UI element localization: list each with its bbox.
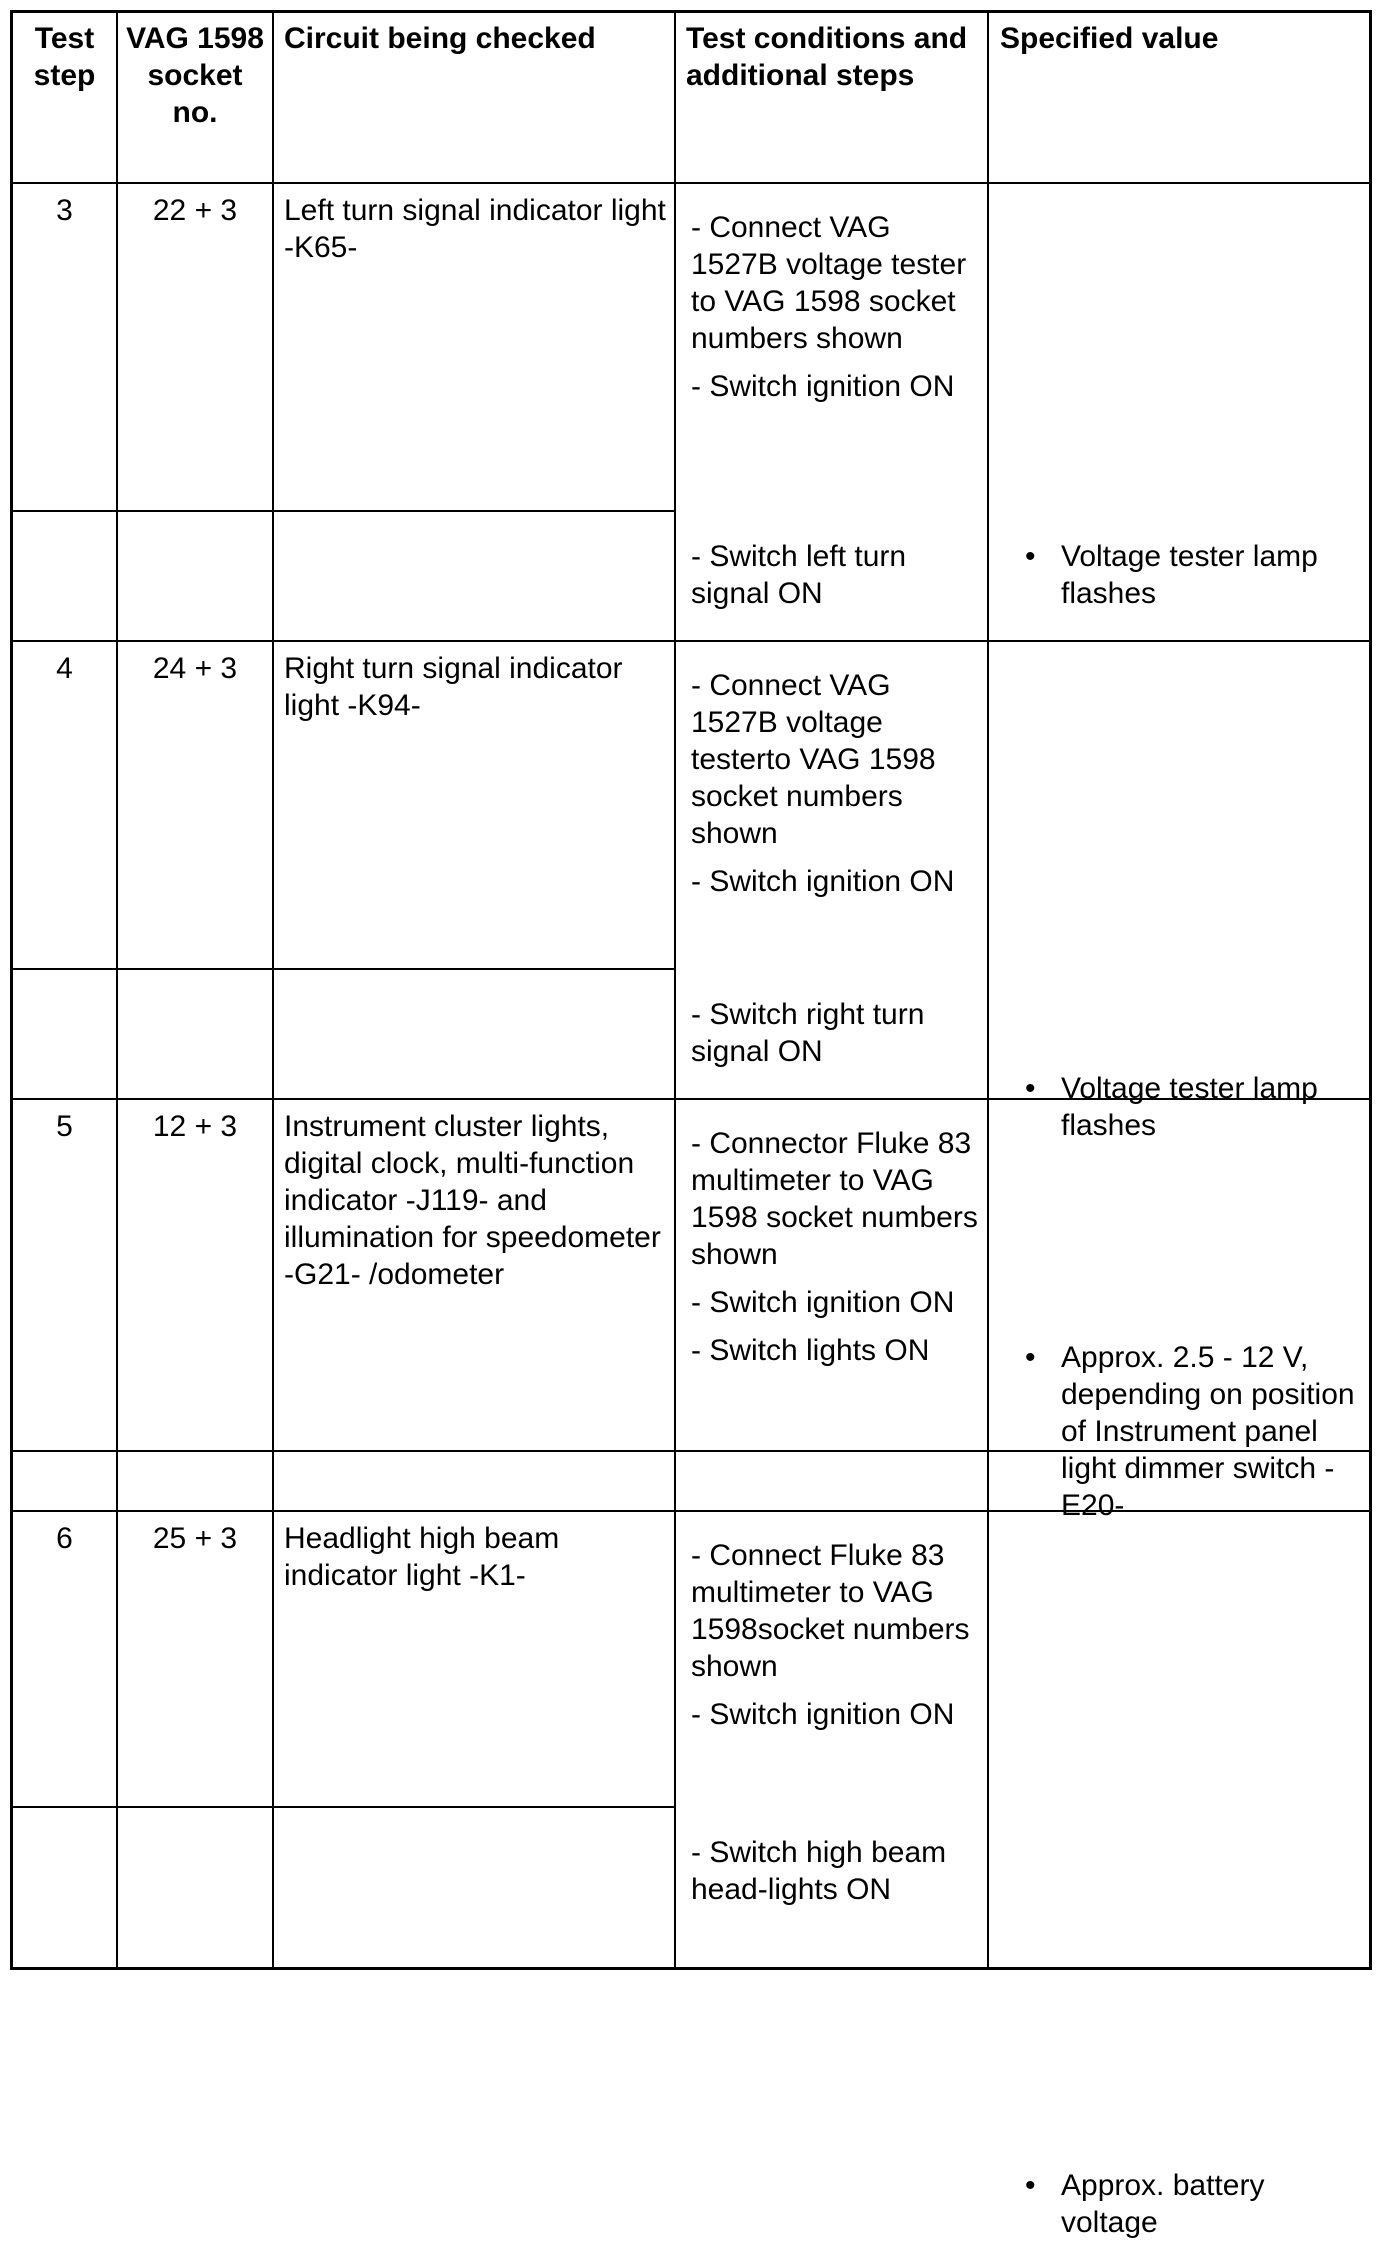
col-divider [116,10,118,1970]
condition-line: - Connect Fluke 83 multimeter to VAG 1598socket numbers shown [691,1539,970,1683]
row-condition-sub: - Switch left turn signal ON [691,540,907,610]
row-specified: • Approx. battery voltage [1021,2167,1366,2241]
row-step: 4 [56,652,73,685]
row-step: 6 [56,1522,73,1555]
row-specified: • Voltage tester lamp flashes [1021,538,1366,612]
header-conditions: Test conditions and additional steps [686,22,968,92]
border-left [10,10,13,1970]
col-divider [674,10,676,1970]
row-circuit: Right turn signal indicator light -K94- [284,652,623,722]
border-right [1369,10,1372,1970]
header-vag-socket: VAG 1598 socket no. [126,22,264,129]
condition-line: - Connector Fluke 83 multimeter to VAG 1598 socket numbers shown [691,1127,978,1271]
row-step: 3 [56,194,73,227]
border-bottom [10,1967,1372,1970]
condition-line: - Switch ignition ON [691,1286,955,1319]
test-table [10,10,1372,2239]
condition-line: - Connect VAG 1527B voltage tester to VAG 1598 socket numbers shown [691,211,967,355]
row-socket: 12 + 3 [152,1110,238,1143]
row-step: 5 [56,1110,73,1143]
condition-line: - Switch ignition ON [691,370,955,403]
col-divider [987,10,989,1970]
row-circuit: Left turn signal indicator light -K65- [284,194,666,264]
subrow-divider [10,510,676,512]
row-circuit: Instrument cluster lights, digital clock, multi-function indicator -J119- and illumination for speedometer -G21- /odometer [284,1110,661,1291]
row-divider [10,640,1372,642]
header-test-step: Test step [33,22,96,92]
row-divider [10,182,1372,184]
border-top [10,10,1372,13]
row-conditions [691,1537,981,1744]
condition-line: - Switch lights ON [691,1334,930,1367]
row-socket: 24 + 3 [152,652,238,685]
condition-line: - Switch ignition ON [691,865,955,898]
row-circuit: Headlight high beam indicator light -K1- [284,1522,560,1592]
row-condition-sub: - Switch right turn signal ON [691,998,925,1068]
header-circuit: Circuit being checked [284,22,596,55]
col-divider [272,10,274,1970]
condition-line: - Switch ignition ON [691,1698,955,1731]
row-specified: • Voltage tester lamp flashes [1021,1070,1366,1144]
subrow-divider [10,968,676,970]
row-conditions [691,1125,981,1380]
row-conditions [691,209,981,416]
row-socket: 22 + 3 [152,194,238,227]
row-conditions [691,667,981,911]
row-socket: 25 + 3 [152,1522,238,1555]
row-specified: • Approx. 2.5 - 12 V, depending on position of Instrument panel light dimmer switch -E20- [1021,1339,1366,1524]
header-specified: Specified value [1000,22,1219,55]
condition-line: - Connect VAG 1527B voltage testerto VAG 1598 socket numbers shown [691,669,936,850]
row-condition-sub: - Switch high beam head-lights ON [691,1836,947,1906]
subrow-divider [10,1806,676,1808]
